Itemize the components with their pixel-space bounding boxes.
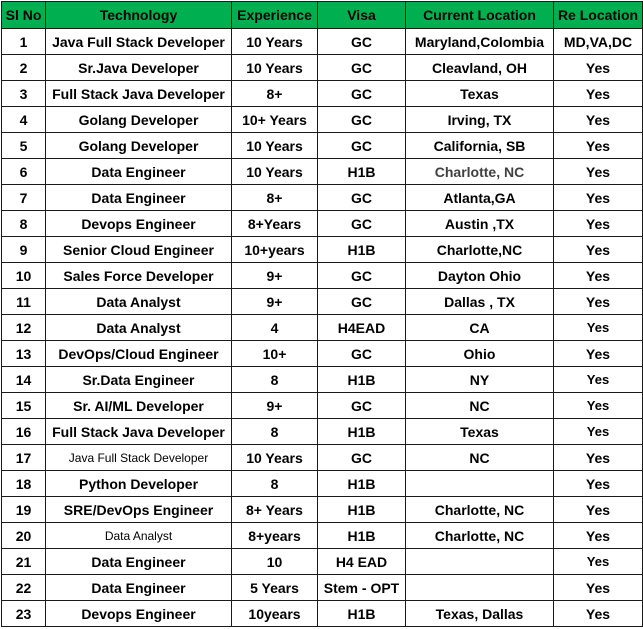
cell-technology: Data Analyst (46, 315, 232, 341)
cell-current-location: NC (406, 445, 554, 471)
cell-technology: Sr.Data Engineer (46, 367, 232, 393)
cell-visa: GC (318, 263, 406, 289)
cell-visa: H1B (318, 471, 406, 497)
cell-visa: GC (318, 185, 406, 211)
cell-visa: H1B (318, 159, 406, 185)
cell-re-location: Yes (554, 393, 643, 419)
cell-sl-no: 7 (2, 185, 46, 211)
cell-sl-no: 22 (2, 575, 46, 601)
candidate-table (1, 1, 643, 627)
table-row (2, 471, 643, 497)
cell-current-location: California, SB (406, 133, 554, 159)
cell-current-location: Atlanta,GA (406, 185, 554, 211)
cell-re-location: Yes (554, 549, 643, 575)
cell-re-location: Yes (554, 367, 643, 393)
table-row (2, 419, 643, 445)
cell-experience: 8 (232, 367, 318, 393)
cell-sl-no: 6 (2, 159, 46, 185)
cell-technology: DevOps/Cloud Engineer (46, 341, 232, 367)
table-row (2, 133, 643, 159)
cell-technology: SRE/DevOps Engineer (46, 497, 232, 523)
cell-visa: H1B (318, 419, 406, 445)
table-row (2, 601, 643, 627)
cell-experience: 8+ (232, 185, 318, 211)
cell-sl-no: 12 (2, 315, 46, 341)
cell-experience: 8 (232, 419, 318, 445)
cell-sl-no: 20 (2, 523, 46, 549)
cell-re-location: Yes (554, 159, 643, 185)
cell-experience: 10 (232, 549, 318, 575)
cell-sl-no: 8 (2, 211, 46, 237)
cell-re-location: Yes (554, 211, 643, 237)
cell-current-location (406, 549, 554, 575)
cell-visa: Stem - OPT (318, 575, 406, 601)
table-header-row (2, 2, 643, 29)
cell-re-location: Yes (554, 341, 643, 367)
cell-technology: Golang Developer (46, 107, 232, 133)
cell-re-location: Yes (554, 497, 643, 523)
cell-visa: H1B (318, 497, 406, 523)
cell-experience: 10 Years (232, 445, 318, 471)
cell-experience: 10 Years (232, 159, 318, 185)
cell-experience: 8+years (232, 523, 318, 549)
cell-sl-no: 23 (2, 601, 46, 627)
cell-technology: Data Analyst (46, 523, 232, 549)
table-row (2, 445, 643, 471)
cell-experience: 10+years (232, 237, 318, 263)
cell-current-location: Cleavland, OH (406, 55, 554, 81)
cell-visa: GC (318, 107, 406, 133)
cell-current-location: Maryland,Colombia (406, 29, 554, 55)
cell-sl-no: 19 (2, 497, 46, 523)
cell-visa: H1B (318, 367, 406, 393)
cell-experience: 8 (232, 471, 318, 497)
cell-current-location: Charlotte, NC (406, 523, 554, 549)
cell-current-location: NC (406, 393, 554, 419)
cell-re-location: Yes (554, 575, 643, 601)
cell-visa: GC (318, 393, 406, 419)
table-row (2, 315, 643, 341)
cell-current-location: NY (406, 367, 554, 393)
cell-sl-no: 5 (2, 133, 46, 159)
cell-technology: Data Engineer (46, 549, 232, 575)
cell-current-location: Ohio (406, 341, 554, 367)
cell-visa: GC (318, 133, 406, 159)
table-row (2, 549, 643, 575)
cell-experience: 8+ (232, 81, 318, 107)
table-row (2, 159, 643, 185)
cell-current-location: Irving, TX (406, 107, 554, 133)
cell-technology: Golang Developer (46, 133, 232, 159)
cell-re-location: Yes (554, 289, 643, 315)
table-row (2, 185, 643, 211)
cell-technology: Java Full Stack Developer (46, 29, 232, 55)
table-row (2, 289, 643, 315)
header-re-location: Re Location (554, 2, 643, 29)
cell-technology: Data Engineer (46, 185, 232, 211)
cell-current-location: Austin ,TX (406, 211, 554, 237)
cell-technology: Data Analyst (46, 289, 232, 315)
cell-visa: GC (318, 211, 406, 237)
cell-sl-no: 3 (2, 81, 46, 107)
cell-visa: GC (318, 289, 406, 315)
cell-technology: Devops Engineer (46, 601, 232, 627)
cell-re-location: Yes (554, 107, 643, 133)
table-row (2, 211, 643, 237)
cell-visa: GC (318, 29, 406, 55)
cell-sl-no: 14 (2, 367, 46, 393)
cell-experience: 10+ Years (232, 107, 318, 133)
cell-technology: Python Developer (46, 471, 232, 497)
cell-current-location: Charlotte, NC (406, 159, 554, 185)
cell-re-location: Yes (554, 185, 643, 211)
cell-current-location: Charlotte, NC (406, 497, 554, 523)
cell-technology: Full Stack Java Developer (46, 81, 232, 107)
cell-sl-no: 13 (2, 341, 46, 367)
cell-visa: H1B (318, 523, 406, 549)
cell-technology: Senior Cloud Engineer (46, 237, 232, 263)
cell-visa: GC (318, 81, 406, 107)
cell-sl-no: 10 (2, 263, 46, 289)
cell-current-location (406, 471, 554, 497)
cell-visa: GC (318, 445, 406, 471)
table-row (2, 81, 643, 107)
cell-technology: Sr. AI/ML Developer (46, 393, 232, 419)
cell-re-location: Yes (554, 237, 643, 263)
cell-experience: 5 Years (232, 575, 318, 601)
table-row (2, 29, 643, 55)
cell-technology: Data Engineer (46, 159, 232, 185)
cell-re-location: Yes (554, 471, 643, 497)
cell-visa: H4 EAD (318, 549, 406, 575)
cell-re-location: Yes (554, 263, 643, 289)
cell-current-location: Dallas , TX (406, 289, 554, 315)
cell-sl-no: 1 (2, 29, 46, 55)
cell-technology: Java Full Stack Developer (46, 445, 232, 471)
cell-experience: 10 Years (232, 29, 318, 55)
cell-visa: GC (318, 55, 406, 81)
cell-technology: Sr.Java Developer (46, 55, 232, 81)
table-row (2, 107, 643, 133)
cell-sl-no: 15 (2, 393, 46, 419)
cell-re-location: MD,VA,DC (554, 29, 643, 55)
cell-sl-no: 16 (2, 419, 46, 445)
cell-current-location: CA (406, 315, 554, 341)
cell-visa: GC (318, 341, 406, 367)
header-visa: Visa (318, 2, 406, 29)
cell-re-location: Yes (554, 419, 643, 445)
table-row (2, 523, 643, 549)
cell-experience: 8+ Years (232, 497, 318, 523)
cell-current-location: Texas, Dallas (406, 601, 554, 627)
cell-re-location: Yes (554, 133, 643, 159)
header-sl-no: Sl No (2, 2, 46, 29)
cell-visa: H1B (318, 601, 406, 627)
table-row (2, 263, 643, 289)
table-row (2, 237, 643, 263)
cell-experience: 10 Years (232, 133, 318, 159)
cell-technology: Devops Engineer (46, 211, 232, 237)
cell-re-location: Yes (554, 601, 643, 627)
table-row (2, 393, 643, 419)
cell-re-location: Yes (554, 315, 643, 341)
cell-re-location: Yes (554, 445, 643, 471)
cell-experience: 10+ (232, 341, 318, 367)
cell-experience: 10 Years (232, 55, 318, 81)
cell-experience: 10years (232, 601, 318, 627)
cell-current-location: Texas (406, 419, 554, 445)
header-current-location: Current Location (406, 2, 554, 29)
cell-experience: 9+ (232, 263, 318, 289)
table-row (2, 55, 643, 81)
cell-re-location: Yes (554, 55, 643, 81)
header-technology: Technology (46, 2, 232, 29)
cell-experience: 4 (232, 315, 318, 341)
cell-current-location (406, 575, 554, 601)
cell-current-location: Charlotte,NC (406, 237, 554, 263)
cell-technology: Data Engineer (46, 575, 232, 601)
cell-sl-no: 18 (2, 471, 46, 497)
header-experience: Experience (232, 2, 318, 29)
cell-technology: Full Stack Java Developer (46, 419, 232, 445)
cell-sl-no: 21 (2, 549, 46, 575)
cell-experience: 9+ (232, 289, 318, 315)
cell-experience: 8+Years (232, 211, 318, 237)
cell-experience: 9+ (232, 393, 318, 419)
cell-re-location: Yes (554, 81, 643, 107)
cell-sl-no: 4 (2, 107, 46, 133)
cell-technology: Sales Force Developer (46, 263, 232, 289)
cell-visa: H4EAD (318, 315, 406, 341)
cell-sl-no: 11 (2, 289, 46, 315)
cell-current-location: Texas (406, 81, 554, 107)
table-row (2, 367, 643, 393)
cell-re-location: Yes (554, 523, 643, 549)
cell-visa: H1B (318, 237, 406, 263)
table-row (2, 575, 643, 601)
cell-current-location: Dayton Ohio (406, 263, 554, 289)
cell-sl-no: 17 (2, 445, 46, 471)
table-row (2, 341, 643, 367)
cell-sl-no: 9 (2, 237, 46, 263)
table-row (2, 497, 643, 523)
cell-sl-no: 2 (2, 55, 46, 81)
